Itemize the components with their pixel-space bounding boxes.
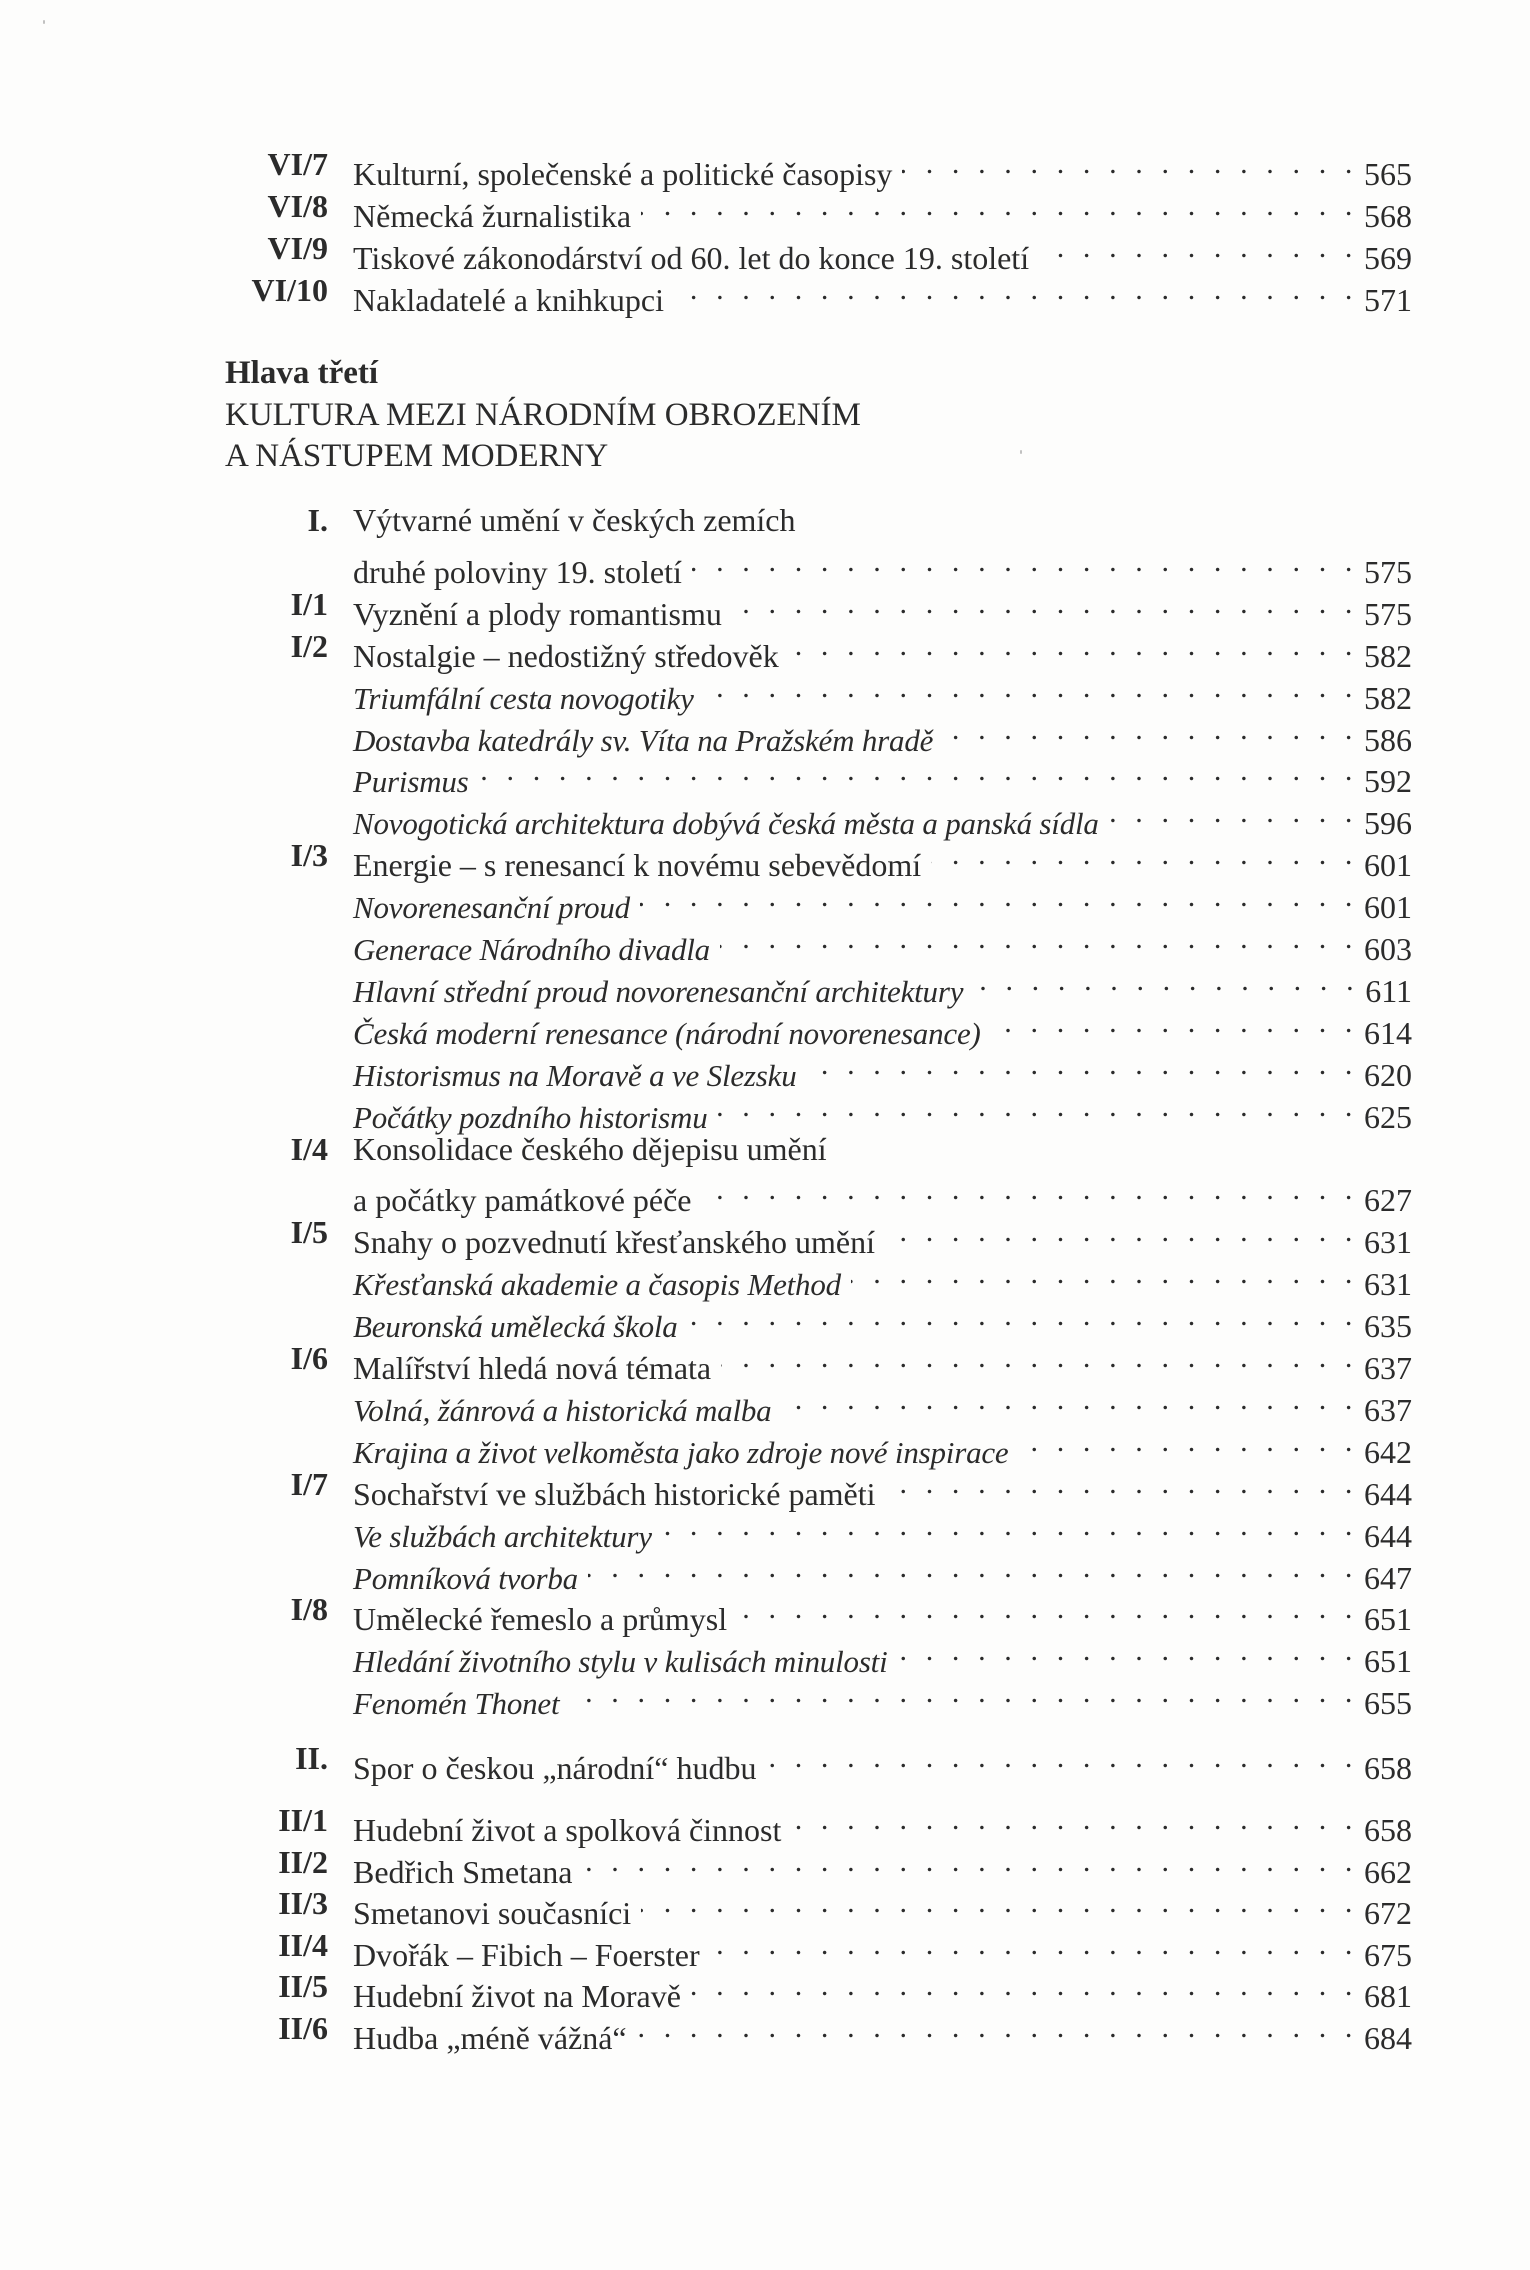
toc-entry-title: a počátky památkové péče: [353, 1182, 692, 1219]
toc-entry-page-number: 620: [1364, 1056, 1412, 1093]
toc-entry-title: Bedřich Smetana: [353, 1853, 573, 1890]
toc-entry-title: Fenomén Thonet: [353, 1686, 560, 1722]
toc-entry-number: VI/9: [267, 230, 328, 266]
toc-entry-number: II/5: [278, 1968, 328, 2005]
toc-entry-number: II/3: [278, 1885, 328, 1922]
toc-entry-title: Počátky pozdního historismu: [353, 1099, 708, 1135]
toc-entry-title: Ve službách architektury: [353, 1518, 652, 1554]
dot-leader: [886, 1463, 1358, 1505]
toc-entry-title: Hudba „méně vážná“: [353, 2020, 627, 2056]
dot-leader: [737, 1588, 1358, 1630]
toc-entry-number: II/4: [278, 1926, 328, 1963]
toc-entry-line: [353, 1737, 1412, 1789]
toc-entry: [0, 1295, 1530, 1345]
toc-entry-title: Spor o českou „národní“ hudbu: [353, 1750, 757, 1786]
toc-entry-title: Pomníková tvorba: [353, 1560, 578, 1596]
toc-entry-page-number: 637: [1364, 1391, 1412, 1428]
toc-entry-title: Německá žurnalistika: [353, 198, 632, 234]
toc-entry-title: Nostalgie – nedostižný středověk: [353, 637, 779, 674]
chapter-kicker: Hlava třetí: [225, 355, 379, 391]
dot-leader: [692, 541, 1358, 583]
toc-entry-page-number: 642: [1364, 1433, 1412, 1470]
toc-entry: [0, 1799, 1530, 1848]
dot-leader: [789, 625, 1358, 667]
toc-entry-title: Výtvarné umění v českých zemích: [353, 502, 796, 538]
dot-leader: [973, 960, 1359, 1002]
toc-entry-line: [353, 269, 1412, 321]
toc-entry-page-number: 672: [1364, 1895, 1412, 1932]
toc-entry: [0, 269, 1530, 318]
toc-entry-title: Purismus: [353, 764, 469, 800]
toc-entry-number: I/8: [290, 1591, 328, 1628]
toc-entry-title: druhé poloviny 19. století: [353, 553, 682, 590]
toc-entry-page-number: 614: [1364, 1014, 1412, 1051]
dot-leader: [688, 1295, 1358, 1337]
toc-entry-title: Snahy o pozvednutí křesťanského umění: [353, 1224, 876, 1261]
toc-entry-number: VI/7: [267, 146, 328, 182]
toc-entry-title: Kulturní, společenské a politické časopisy: [353, 156, 893, 192]
dot-leader: [582, 1841, 1358, 1883]
toc-entry: [0, 1924, 1530, 1973]
toc-entry-page-number: 644: [1364, 1517, 1412, 1554]
toc-entry-page-number: 651: [1364, 1601, 1412, 1638]
toc-entry-page-number: 582: [1364, 679, 1412, 716]
toc-entry: [0, 185, 1530, 234]
toc-entry-title: Vyznění a plody romantismu: [353, 595, 722, 632]
toc-entry: [0, 583, 1530, 632]
toc-entry-title: Energie – s renesancí k novému sebevědomí: [353, 847, 922, 884]
toc-entry-title: Triumfální cesta novogotiky: [353, 680, 694, 716]
dot-leader: [721, 1337, 1358, 1379]
toc-entry: [0, 1379, 1530, 1428]
toc-entry-page-number: 631: [1364, 1266, 1412, 1303]
toc-entry-page-number: 592: [1364, 763, 1412, 800]
toc-entry-page-number: 675: [1364, 1936, 1412, 1973]
toc-entry-page-number: 681: [1364, 1978, 1412, 2015]
dot-leader: [691, 1965, 1358, 2007]
toc-entry-number: VI/8: [267, 188, 328, 224]
toc-entry-number: II/6: [278, 2010, 328, 2046]
toc-entry-page-number: 635: [1364, 1308, 1412, 1345]
dot-leader: [479, 750, 1358, 792]
dot-leader: [1039, 227, 1358, 269]
toc-entry-title: Hudební život a spolková činnost: [353, 1812, 782, 1848]
dot-leader: [704, 667, 1358, 709]
scan-speck: [1020, 450, 1022, 454]
toc-entry-number: II/1: [278, 1802, 328, 1838]
dot-leader: [641, 1882, 1358, 1924]
toc-entry-line: [353, 1128, 1412, 1170]
toc-entry-title: Generace Národního divadla: [353, 932, 710, 967]
toc-entry-page-number: 658: [1364, 1750, 1412, 1786]
toc-entry: [0, 1337, 1530, 1386]
toc-entry: [0, 499, 1530, 541]
toc-entry: [0, 2007, 1530, 2056]
toc-entry-page-number: 647: [1364, 1559, 1412, 1596]
toc-entry: [0, 1672, 1530, 1722]
dot-leader: [898, 1630, 1358, 1672]
toc-entry: [0, 227, 1530, 276]
toc-entry: [0, 1463, 1530, 1512]
dot-leader: [674, 269, 1358, 311]
toc-entry-number: I/3: [290, 837, 328, 874]
toc-entry-page-number: 568: [1364, 198, 1412, 234]
toc-entry-page-number: 569: [1364, 240, 1412, 276]
toc-entry-page-number: 655: [1364, 1685, 1412, 1722]
toc-entry: [0, 1841, 1530, 1890]
toc-entry-number: I/5: [290, 1214, 328, 1251]
toc-entry-title: Hudební život na Moravě: [353, 1978, 681, 2015]
toc-entry-number: II/2: [278, 1843, 328, 1880]
toc-entry: [0, 625, 1530, 674]
toc-entry-title: Tiskové zákonodárství od 60. let do konce 19. století: [353, 240, 1030, 276]
dot-leader: [640, 876, 1358, 918]
toc-entry-page-number: 596: [1364, 805, 1412, 842]
toc-entry: [0, 918, 1530, 967]
toc-entry: [0, 541, 1530, 590]
toc-entry-title: Krajina a život velkoměsta jako zdroje nové inspirace: [353, 1434, 1009, 1470]
toc-entry-number: I/7: [290, 1465, 328, 1502]
toc-entry-title: Česká moderní renesance (národní novorenesance): [353, 1015, 981, 1051]
toc-entry-page-number: 601: [1364, 889, 1412, 926]
toc-entry-title: Malířství hledá nová témata: [353, 1350, 712, 1386]
dot-leader: [641, 185, 1358, 227]
toc-entry-page-number: 644: [1364, 1475, 1412, 1512]
toc-entry-number: I/4: [290, 1130, 328, 1167]
toc-entry: [0, 834, 1530, 884]
dot-leader: [1019, 1421, 1359, 1463]
dot-leader: [720, 918, 1358, 960]
toc-entry: [0, 876, 1530, 926]
dot-leader: [902, 143, 1358, 185]
dot-leader: [885, 1211, 1358, 1253]
dot-leader: [943, 709, 1358, 751]
toc-entry-page-number: 586: [1364, 721, 1412, 758]
toc-entry-page-number: 637: [1364, 1350, 1412, 1386]
toc-entry-title: Dvořák – Fibich – Foerster: [353, 1936, 700, 1973]
toc-entry-title: Novorenesanční proud: [353, 890, 630, 926]
dot-leader: [807, 1044, 1358, 1086]
toc-entry-page-number: 611: [1365, 972, 1412, 1009]
toc-entry: [0, 143, 1530, 192]
toc-entry-page-number: 631: [1364, 1224, 1412, 1261]
toc-entry: [0, 1169, 1530, 1219]
dot-leader: [766, 1737, 1358, 1779]
dot-leader: [702, 1169, 1359, 1211]
toc-entry-title: Volná, žánrová a historická malba: [353, 1392, 772, 1428]
chapter-title-line-2: A NÁSTUPEM MODERNY: [225, 438, 609, 474]
scan-speck: [43, 20, 45, 24]
toc-entry: [0, 1965, 1530, 2015]
toc-entry-title: Konsolidace českého dějepisu umění: [353, 1130, 827, 1167]
toc-entry: [0, 1588, 1530, 1638]
toc-entry: [0, 1882, 1530, 1932]
toc-entry: [0, 1211, 1530, 1261]
toc-entry-line: [353, 499, 1412, 541]
toc-entry-page-number: 627: [1364, 1182, 1412, 1219]
dot-leader: [662, 1505, 1358, 1547]
toc-entry-line: [353, 2007, 1412, 2059]
toc-entry: [0, 1086, 1530, 1135]
toc-entry-page-number: 651: [1364, 1643, 1412, 1680]
dot-leader: [851, 1253, 1358, 1295]
toc-entry-page-number: 575: [1364, 595, 1412, 632]
toc-entry: [0, 960, 1530, 1009]
toc-entry-number: I.: [307, 502, 328, 538]
toc-entry-title: Smetanovi současníci: [353, 1895, 632, 1932]
dot-leader: [637, 2007, 1358, 2049]
toc-entry-page-number: 571: [1364, 282, 1412, 318]
toc-entry-page-number: 625: [1364, 1098, 1412, 1135]
chapter-title-line-1: KULTURA MEZI NÁRODNÍM OBROZENÍM: [225, 397, 861, 433]
dot-leader: [991, 1002, 1358, 1044]
toc-entry: [0, 792, 1530, 842]
toc-entry-page-number: 684: [1364, 2020, 1412, 2056]
toc-entry: [0, 709, 1530, 758]
toc-entry-page-number: 603: [1364, 931, 1412, 967]
toc-entry-title: Nakladatelé a knihkupci: [353, 282, 664, 318]
toc-entry-page-number: 582: [1364, 637, 1412, 674]
toc-entry-title: Hlavní střední proud novorenesanční architektury: [353, 973, 964, 1009]
toc-entry-page-number: 575: [1364, 553, 1412, 590]
toc-entry-number: II.: [295, 1740, 328, 1776]
dot-leader: [791, 1799, 1358, 1841]
toc-entry-title: Beuronská umělecká škola: [353, 1309, 678, 1345]
toc-entry-title: Historismus na Moravě a ve Slezsku: [353, 1057, 797, 1093]
dot-leader: [569, 1672, 1358, 1714]
toc-entry-page-number: 565: [1364, 156, 1412, 192]
toc-entry-number: I/6: [290, 1340, 328, 1376]
toc-entry-title: Hledání životního stylu v kulisách minulosti: [353, 1644, 888, 1680]
toc-entry-number: I/1: [290, 585, 328, 622]
toc-entry: [0, 1505, 1530, 1554]
toc-entry-page-number: 601: [1364, 847, 1412, 884]
toc-entry-title: Umělecké řemeslo a průmysl: [353, 1601, 728, 1638]
toc-entry-number: I/2: [290, 627, 328, 664]
toc-entry-title: Novogotická architektura dobývá česká města a panská sídla: [353, 806, 1099, 842]
dot-leader: [718, 1086, 1358, 1128]
dot-leader: [782, 1379, 1359, 1421]
toc-entry: [0, 1044, 1530, 1093]
toc-entry: [0, 1421, 1530, 1470]
toc-entry: [0, 1630, 1530, 1680]
toc-entry: [0, 750, 1530, 800]
dot-leader: [588, 1547, 1358, 1589]
toc-entry-number: VI/10: [251, 272, 328, 308]
toc-entry-title: Křesťanská akademie a časopis Method: [353, 1267, 841, 1303]
toc-entry: [0, 1547, 1530, 1596]
toc-entry: [0, 1253, 1530, 1303]
toc-entry: [0, 667, 1530, 716]
toc-entry-page-number: 658: [1364, 1812, 1412, 1848]
dot-leader: [1109, 792, 1358, 834]
dot-leader: [931, 834, 1358, 876]
toc-entry: [0, 1737, 1530, 1786]
toc-entry: [0, 1002, 1530, 1051]
dot-leader: [732, 583, 1358, 625]
toc-entry-title: Sochařství ve službách historické paměti: [353, 1475, 876, 1512]
toc-entry: [0, 1128, 1530, 1170]
toc-entry-line: [353, 1672, 1412, 1725]
dot-leader: [710, 1924, 1358, 1966]
toc-entry-page-number: 662: [1364, 1853, 1412, 1890]
toc-entry-title: Dostavba katedrály sv. Víta na Pražském hradě: [353, 722, 934, 758]
